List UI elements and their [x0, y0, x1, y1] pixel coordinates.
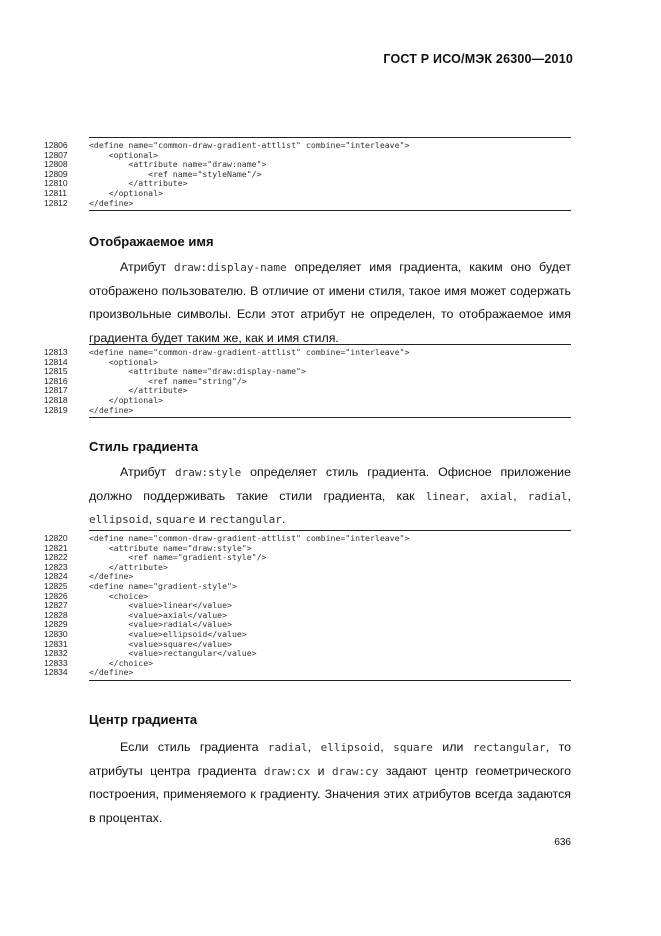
code-rule-bottom [89, 210, 571, 211]
code-text: <attribute name="draw:display-name"> [89, 366, 306, 377]
code-ref: draw:display-name [174, 261, 287, 274]
line-number: 12810 [44, 178, 68, 189]
section-heading-style: Стиль градиента [89, 439, 199, 454]
code-text: <define name="common-draw-gradient-attlist" combine="interleave"> [89, 533, 410, 543]
paragraph-display-name: Атрибут draw:display-name определяет имя градиента, каким оно будет отображено пользователю. В отличие от имени стиля, такое имя может содержать произвольные символы. Если этот атрибут не определен, то отображаемое имя градиента будет таким же, как и имя стиля. [89, 260, 571, 345]
line-number: 12806 [44, 140, 68, 150]
line-number: 12818 [44, 394, 68, 405]
code-block-1 [44, 137, 571, 211]
line-number: 12822 [44, 552, 68, 563]
line-number: 12808 [44, 159, 68, 170]
code-text: <ref name="gradient-style"/> [89, 552, 267, 563]
code-text: <optional> [89, 149, 159, 160]
line-number: 12814 [44, 356, 68, 367]
code-text: <value>axial</value> [89, 609, 228, 620]
code-text: <optional> [89, 356, 159, 367]
line-number: 12824 [44, 571, 68, 582]
paragraph-style: Атрибут draw:style определяет стиль градиента. Офисное приложение должно поддерживать такие стили градиента, как linear, axial, radial, ellipsoid, square и rectangular. [89, 465, 571, 526]
code-text: <attribute name="draw:style"> [89, 542, 252, 553]
code-text: <attribute name="draw:name"> [89, 159, 267, 170]
section-heading-display-name: Отображаемое имя [89, 234, 214, 249]
document-header: ГОСТ Р ИСО/МЭК 26300—2010 [383, 52, 573, 66]
code-line [44, 199, 571, 209]
code-text: </attribute> [89, 178, 188, 189]
code-text: <value>linear</value> [89, 600, 232, 611]
line-number: 12826 [44, 590, 68, 601]
code-text: <define name="common-draw-gradient-attlist" combine="interleave"> [89, 347, 410, 357]
line-number: 12831 [44, 638, 68, 649]
code-text: </choice> [89, 657, 154, 668]
code-rule-bottom [89, 680, 571, 681]
code-text: <value>rectangular</value> [89, 648, 257, 659]
code-text: </define> [89, 197, 134, 208]
code-text: <value>square</value> [89, 638, 232, 649]
line-number: 12821 [44, 542, 68, 553]
code-text: <value>ellipsoid</value> [89, 628, 247, 639]
line-number: 12816 [44, 375, 68, 386]
code-text: <ref name="styleName"/> [89, 168, 262, 179]
line-number: 12815 [44, 366, 68, 377]
line-number: 12820 [44, 533, 68, 543]
code-text: </attribute> [89, 385, 188, 396]
line-number: 12812 [44, 197, 68, 208]
code-text: <ref name="string"/> [89, 375, 247, 386]
code-text: </optional> [89, 394, 163, 405]
code-line [44, 406, 571, 416]
line-number: 12830 [44, 628, 68, 639]
code-text: </define> [89, 571, 134, 582]
code-text: <value>radial</value> [89, 619, 232, 630]
paragraph-center: Если стиль градиента radial, ellipsoid, square или rectangular, то атрибуты центра градиента draw:cx и draw:cy задают центр геометрического построения, применяемого к градиенту. Значения этих атрибутов всегда задаются в процентах. [89, 740, 572, 825]
code-text: </define> [89, 667, 134, 678]
code-line [44, 668, 571, 678]
code-block-2 [44, 344, 571, 418]
line-number: 12825 [44, 580, 68, 591]
line-number: 12834 [44, 667, 68, 678]
line-number: 12833 [44, 657, 68, 668]
code-block-3 [44, 530, 571, 681]
section-heading-center: Центр градиента [89, 712, 198, 727]
page-number: 636 [554, 837, 571, 848]
line-number: 12813 [44, 347, 68, 357]
line-number: 12819 [44, 404, 68, 415]
line-number: 12807 [44, 149, 68, 160]
code-text: </optional> [89, 187, 163, 198]
code-text: <define name="common-draw-gradient-attlist" combine="interleave"> [89, 140, 410, 150]
line-number: 12827 [44, 600, 68, 611]
line-number: 12809 [44, 168, 68, 179]
line-number: 12823 [44, 561, 68, 572]
code-text: </define> [89, 404, 134, 415]
code-text: </attribute> [89, 561, 168, 572]
line-number: 12832 [44, 648, 68, 659]
line-number: 12811 [44, 187, 68, 198]
line-number: 12828 [44, 609, 68, 620]
code-text: <define name="gradient-style"> [89, 580, 237, 591]
code-rule-bottom [89, 417, 571, 418]
code-text: <choice> [89, 590, 149, 601]
line-number: 12829 [44, 619, 68, 630]
line-number: 12817 [44, 385, 68, 396]
